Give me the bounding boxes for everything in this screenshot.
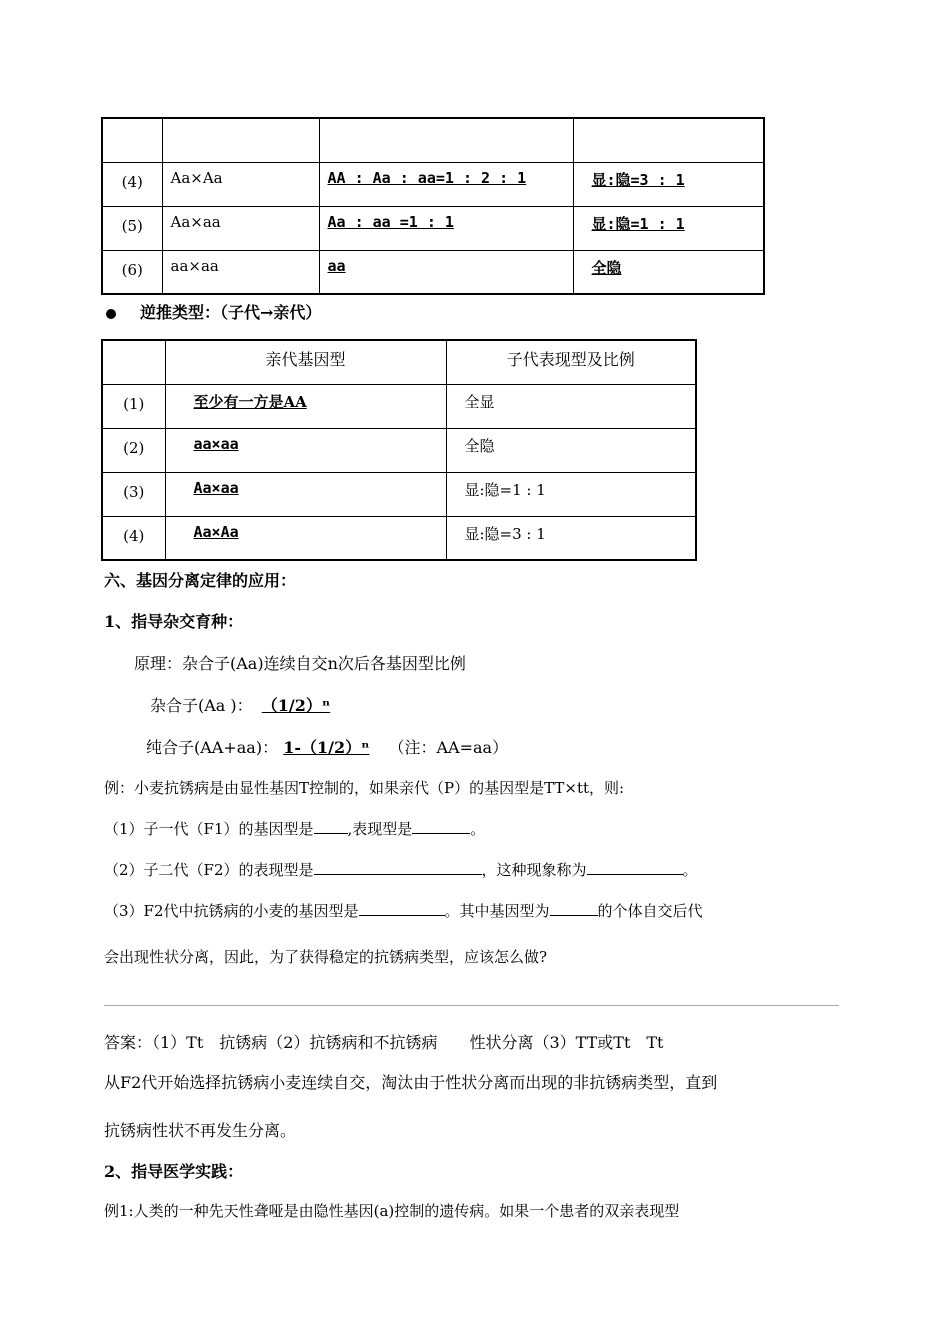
table-row (102, 516, 696, 560)
row-number: (6) (102, 250, 162, 294)
homozygote-line (146, 735, 508, 758)
genotype-ratio: Aa : aa =1 : 1 (327, 212, 454, 231)
table-row (102, 162, 764, 206)
answer-line (104, 1005, 839, 1006)
offspring-cell: 显:隐=3 : 1 (446, 516, 696, 560)
answer-blank (412, 819, 470, 834)
phenotype-cell (573, 206, 764, 250)
question-3-continued: 会出现性状分离，因此，为了获得稳定的抗锈病类型，应该怎么做? (104, 948, 548, 966)
table-cell (319, 118, 573, 162)
inverse-table (101, 339, 697, 561)
header-offspring: 子代表现型及比例 (446, 340, 696, 384)
answer-blank (314, 819, 348, 834)
principle-text: 原理：杂合子(Aa)连续自交n次后各基因型比例 (134, 654, 466, 673)
row-number: (5) (102, 206, 162, 250)
genotype-cell (319, 250, 573, 294)
parent-genotype: 至少有一方是AA (193, 392, 307, 411)
offspring-cell: 全显 (446, 384, 696, 428)
phenotype-cell (573, 250, 764, 294)
parent-genotype: Aa×aa (193, 478, 239, 497)
table-cell (102, 118, 162, 162)
example-text: 例：小麦抗锈病是由显性基因T控制的，如果亲代（P）的基因型是TT×tt，则: (104, 779, 625, 797)
offspring-cell: 显:隐=1 : 1 (446, 472, 696, 516)
row-number: (4) (102, 516, 165, 560)
answer-text-2: 从F2代开始选择抗锈病小麦连续自交，淘汰由于性状分离而出现的非抗锈病类型，直到 (104, 1073, 718, 1092)
table-row (102, 428, 696, 472)
homozygote-value: 1-（1/2）ⁿ (283, 738, 370, 757)
table-cell (573, 118, 764, 162)
table-cell (162, 118, 319, 162)
question-1: （1）子一代（F1）的基因型是 ,表现型是 。 (104, 820, 486, 838)
table-row (102, 250, 764, 294)
heterozygote-line (150, 693, 330, 716)
cross-table (101, 117, 765, 295)
table-row (102, 206, 764, 250)
table-header-row (102, 340, 696, 384)
answer-text: 答案：（1）Tt 抗锈病（2）抗锈病和不抗锈病 性状分离（3）TT或Tt Tt (104, 1033, 664, 1052)
parent-cell (165, 472, 446, 516)
parent-cell (165, 516, 446, 560)
genotype-cell (319, 206, 573, 250)
question-3: （3）F2代中抗锈病的小麦的基因型是 。其中基因型为 的个体自交后代 (104, 902, 703, 920)
header-parent: 亲代基因型 (165, 340, 446, 384)
genotype-ratio: aa (327, 256, 346, 275)
answer-blank (550, 901, 598, 916)
row-number: (4) (102, 162, 162, 206)
cross-cell: Aa×Aa (162, 162, 319, 206)
question-2: （2）子二代（F2）的表现型是 ，这种现象称为 。 (104, 861, 698, 879)
parent-genotype: Aa×Aa (193, 522, 239, 541)
genotype-ratio: AA : Aa : aa=1 : 2 : 1 (327, 168, 527, 187)
row-number: (2) (102, 428, 165, 472)
table-cell (102, 340, 165, 384)
table-row (102, 472, 696, 516)
homozygote-note: （注：AA=aa） (388, 738, 509, 757)
table-row (102, 118, 764, 162)
parent-cell (165, 384, 446, 428)
answer-blank (587, 860, 683, 875)
heterozygote-value: （1/2）ⁿ (261, 696, 331, 715)
row-number: (3) (102, 472, 165, 516)
answer-blank (314, 860, 482, 875)
homozygote-label: 纯合子(AA+aa)： (146, 738, 279, 757)
offspring-cell: 全隐 (446, 428, 696, 472)
cross-cell: Aa×aa (162, 206, 319, 250)
example-2-text: 例1:人类的一种先天性聋哑是由隐性基因(a)控制的遗传病。如果一个患者的双亲表现型 (104, 1202, 680, 1220)
answer-blank (359, 901, 445, 916)
parent-genotype: aa×aa (193, 434, 239, 453)
cross-cell: aa×aa (162, 250, 319, 294)
row-number: (1) (102, 384, 165, 428)
section-heading-inverse: 逆推类型：（子代→亲代） (106, 300, 321, 323)
bullet-icon (106, 309, 116, 319)
phenotype-ratio: 显:隐=1 : 1 (591, 214, 685, 233)
phenotype-ratio: 显:隐=3 : 1 (591, 170, 685, 189)
phenotype-ratio: 全隐 (591, 258, 622, 277)
parent-cell (165, 428, 446, 472)
subheading-medical: 2、指导医学实践： (104, 1162, 244, 1181)
genotype-cell (319, 162, 573, 206)
section-heading-6: 六、基因分离定律的应用： (104, 571, 297, 590)
phenotype-cell (573, 162, 764, 206)
heterozygote-label: 杂合子(Aa )： (150, 696, 253, 715)
answer-text-3: 抗锈病性状不再发生分离。 (104, 1121, 297, 1140)
table-row (102, 384, 696, 428)
subheading-breeding: 1、指导杂交育种： (104, 612, 244, 631)
